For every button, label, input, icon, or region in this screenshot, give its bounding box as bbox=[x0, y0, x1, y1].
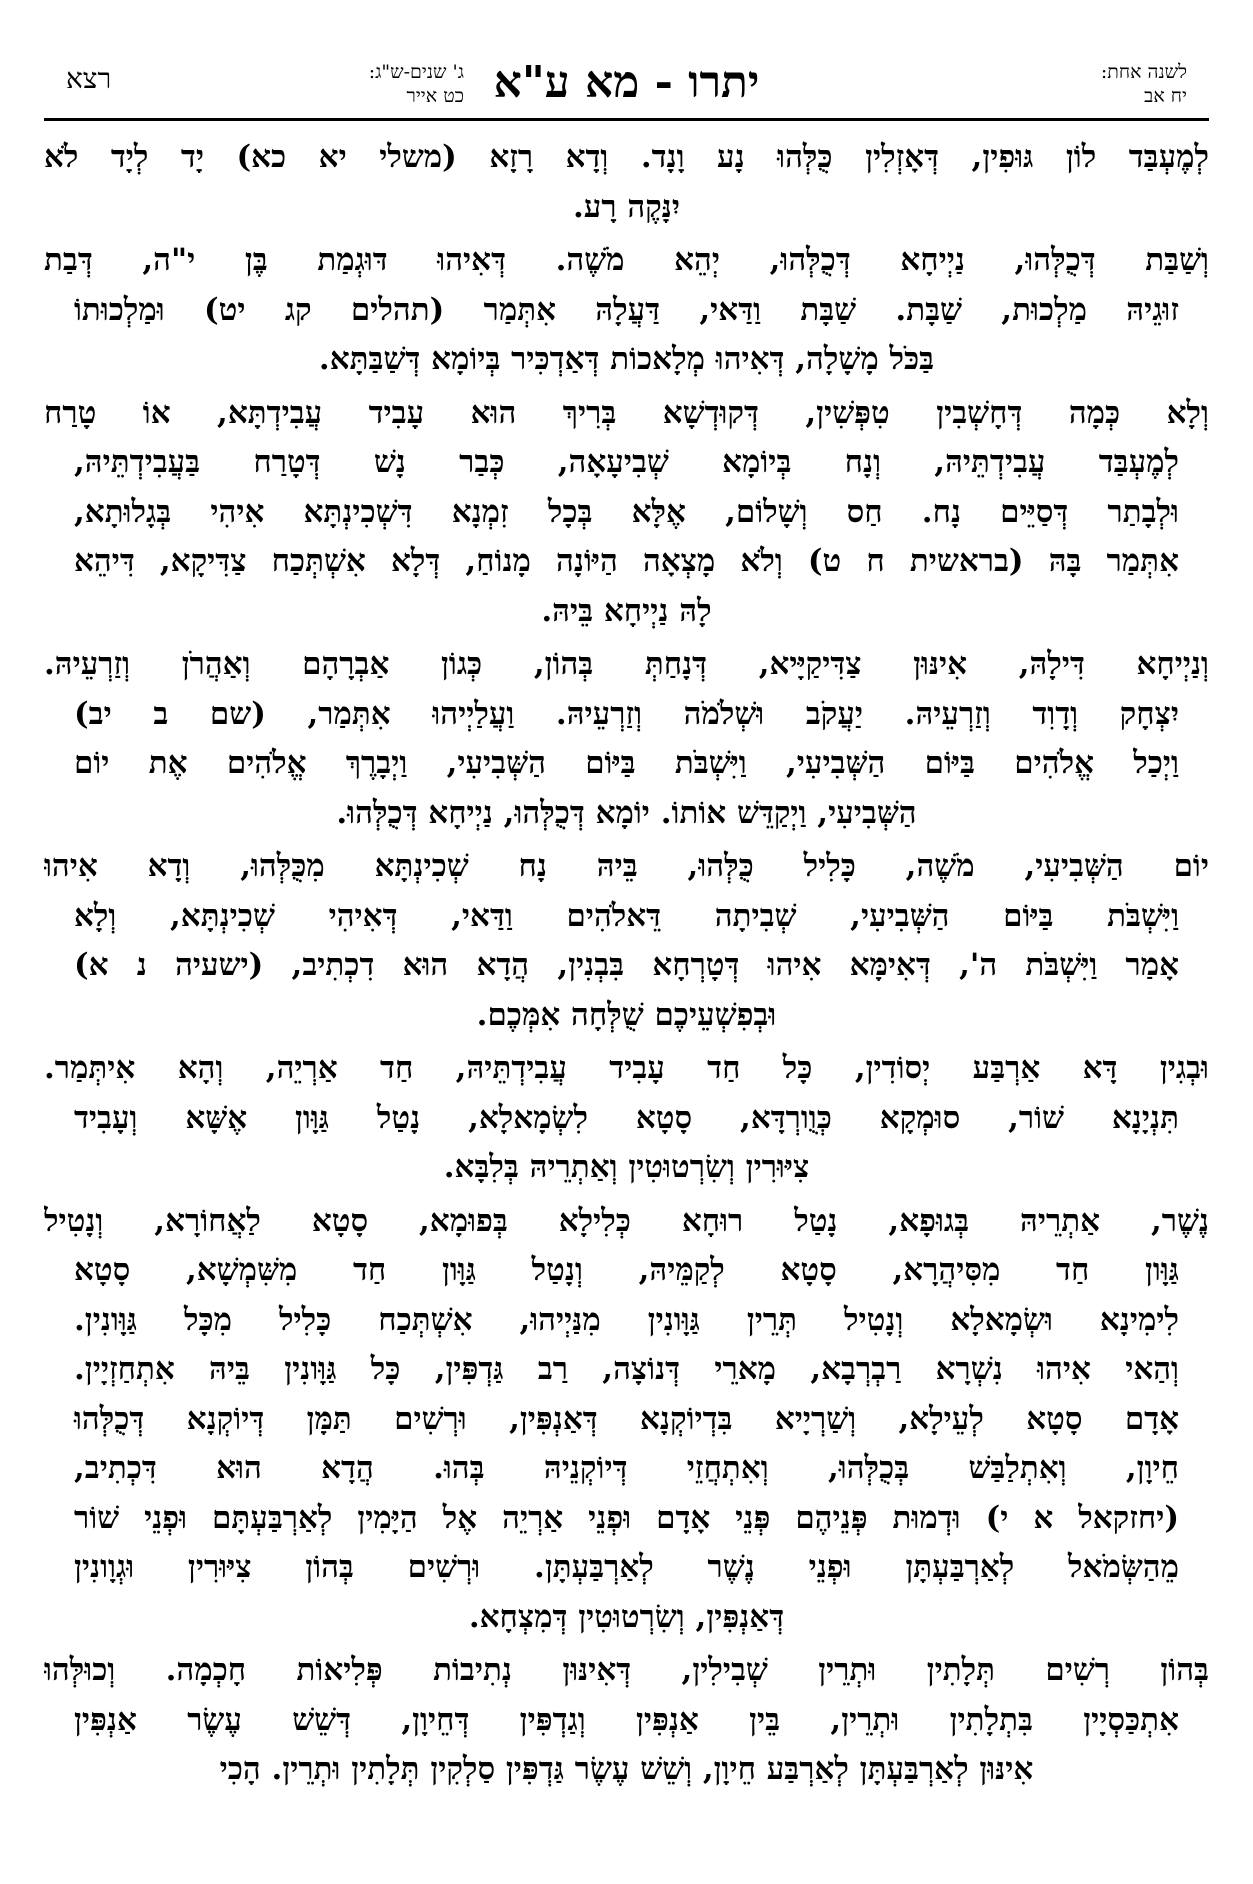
paragraph bbox=[44, 842, 1209, 1040]
text-line: לְמֶעְבַּד עֲבִידְתֵּיהּ, וְנָח בְּיוֹמָא שְׁבִיעָאָה, כְּבַר נָשׁ דְּטָרַח בַּעֲבִידְתֵּיהּ, bbox=[74, 444, 1179, 480]
three-year-date: כט אייר bbox=[406, 85, 464, 107]
one-year-label: לשנה אחת: bbox=[1100, 61, 1187, 83]
text-line: וְהַאי אִיהוּ נִשְׁרָא רַבְרְבָא, מָארֵי דְּנוֹצָה, רַב גַּדְפִּין, כָּל גַּוָּונִין בֵּיהּ אִתְחַזְיָין. bbox=[74, 1351, 1179, 1387]
page-header bbox=[44, 52, 1209, 114]
text-line: יִנָּקֶה רָע. bbox=[573, 188, 680, 225]
text-line: וְשַׁבַּת דְּכֻלְּהוּ, נַיְיחָא דְּכֻלְּהוּ, יְהֵא מֹשֶׁה. דְּאִיהוּ דּוּגְמַת בֶּן י"ה, דְּבַת bbox=[44, 242, 1209, 278]
paragraph bbox=[44, 640, 1209, 838]
page-number: רצא bbox=[66, 62, 112, 95]
text-line: נֶשֶׁר, אַתְרֵיהּ בְּגוּפָא, נָטַל רוּחָא כְּלִילָא בְּפוּמָא, סָטָא לַאֲחוֹרָא, וְנָטִיל bbox=[44, 1202, 1209, 1239]
page-title: יתרו - מא ע"א bbox=[493, 57, 760, 108]
text-line: וַיְכַל אֱלֹהִים בַּיּוֹם הַשְּׁבִיעִי, וַיִּשְׁבֹּת בַּיּוֹם הַשְּׁבִיעִי, וַיְבָרֶךְ אֱלֹהִים אֶת יוֹם bbox=[74, 745, 1179, 781]
text-line: דְּאַנְפִּין, וְשִׂרְטוּטִין דְּמִצְחָא. bbox=[468, 1598, 785, 1635]
paragraph bbox=[44, 1646, 1209, 1795]
text-line: לִימִינָא וּשְׂמָאלָא וְנָטִיל תְּרֵין גַּוָּונִין מִנַּיְיהוּ, אִשְׁתְּכַח כָּלִיל מִכָּל גַּוָּונִין. bbox=[74, 1301, 1179, 1338]
paragraph bbox=[44, 389, 1209, 637]
paragraph bbox=[44, 236, 1209, 385]
text-line: אָדָם סָטָא לְעֵילָא, וְשַׁרְיָיא בִּדְיוֹקְנָא דְּאַנְפִּין, וּרְשִׁים תַּמָּן דְּיוֹקְנָא דְּכֻלְּהוּ bbox=[74, 1400, 1179, 1437]
text-line: צִיּוּרִין וְשִׂרְטוּטִין וְאַתְרֵיהּ בְּלִבָּא. bbox=[443, 1149, 810, 1185]
one-year-date: יח אב bbox=[1144, 85, 1187, 107]
text-line: בַּכֹּל מָשָׁלָה, דְּאִיהוּ מְלָאכוֹת דְּאַדְכִּיר בְּיוֹמָא דְּשַׁבַּתָּא. bbox=[318, 341, 935, 377]
text-body bbox=[44, 133, 1209, 1795]
text-line: וּבְגִין דָּא אַרְבַּע יְסוֹדִין, כָּל חַד עָבִיד עֲבִידְתֵּיהּ, חַד אַרְיֵה, וְהָא אִיתְּמַר. bbox=[44, 1050, 1209, 1086]
text-line: לְמֶעְבַּד לוֹן גּוּפִין, דְּאָזְלִין כֻּלְּהוּ נָע וָנָד. וְדָא רָזָא (משלי יא כא) יָד לְיָד לֹא bbox=[44, 139, 1209, 175]
text-line: אָמַר וַיִּשְׁבֹּת ה', דְּאִימָּא אִיהוּ דְּטָרְחָא בִּבְנִין, הֲדָא הוּא דִכְתִיב, (ישעיה נ א) bbox=[74, 947, 1179, 983]
paragraph bbox=[44, 1197, 1209, 1643]
three-year-label: ג' שנים-ש"ג: bbox=[368, 61, 464, 83]
text-line: וּבְפִשְׁעֵיכֶם שֻׁלְּחָה אִמְּכֶם. bbox=[476, 996, 777, 1033]
text-line: וּלְבָתַר דְּסַיֵּים נָח. חַס וְשָׁלוֹם, אֶלָּא בְּכָל זִמְנָא דִּשְׁכִינְתָּא אִיהִי בְּגָלוּתָא, bbox=[74, 493, 1179, 530]
text-line: תִּנְיָנָא שׁוֹר, סוּמְקָא כְּוֻורְדָּא, סָטָא לִשְׂמָאלָא, נָטַל גַּוָּון אֶשָּׁא וְעָבִיד bbox=[74, 1099, 1179, 1136]
text-line: אִתְּמַר בָּהּ (בראשית ח ט) וְלֹא מָצְאָה הַיּוֹנָה מָנוֹחַ, דְּלָא אִשְׁתְּכַח צַדִּיקָא, דִּיהֵא bbox=[74, 543, 1179, 579]
text-line: וַיִּשְׁבֹּת בַּיּוֹם הַשְּׁבִיעִי, שְׁבִיתָה דֵּאלֹהִים וַדַּאי, דְּאִיהִי שְׁכִינְתָּא, וְלָא bbox=[74, 897, 1179, 934]
text-line: מֵהַשְּׂמֹאל לְאַרְבַּעְתָּן וּפְנֵי נֶשֶׁר לְאַרְבַּעְתָּן. וּרְשִׁים בְּהוֹן צִיּוּרִין וּגְוָונִין bbox=[74, 1549, 1179, 1585]
text-line: לָהּ נַיְיחָא בֵּיהּ. bbox=[541, 592, 712, 629]
text-line: הַשְּׁבִיעִי, וַיְקַדֵּשׁ אוֹתוֹ. יוֹמָא דְּכֻלְּהוּ, נַיְיחָא דְּכֻלְּהוּ. bbox=[336, 794, 917, 831]
text-line: וְנַיְיחָא דִּילָהּ, אִינּוּן צַדִּיקַיָּיא, דְּנָחַתְּ בְּהוֹן, כְּגוֹן אַבְרָהָם וְאַהֲרֹן וְזַרְעֵיהּ. bbox=[44, 646, 1209, 682]
header-rule bbox=[44, 118, 1209, 121]
text-line: אִתְכַּסְיָין בִּתְלָתִין וּתְרֵין, בֵּין אַנְפִּין וְגַדְפִּין דְּחֵיוָן, דְּשֵׁשׁ עֶשֶׂר אַנְפִּין bbox=[74, 1701, 1179, 1738]
text-line: וְלָא כְּמָה דְּחָשְׁבִין טִפְּשִׁין, דְּקוּדְשָׁא בְּרִיךְ הוּא עָבִיד עֲבִידְתָּא, אוֹ טָרַח bbox=[44, 394, 1209, 431]
text-line: יוֹם הַשְּׁבִיעִי, מֹשֶׁה, כָּלִיל כֻּלְּהוּ, בֵּיהּ נָח שְׁכִינְתָּא מִכֻּלְּהוּ, וְדָא אִיהוּ bbox=[44, 848, 1209, 884]
text-line: גַּוָּון חַד מִסִּיהֲרָא, סָטָא לְקַמֵּיהּ, וְנָטַל גַּוָּון חַד מִשִּׁמְשָׁא, סָטָא bbox=[74, 1252, 1179, 1288]
text-line: חֵיוָן, וְאִתְלַבַּשׁ בְּכֻלְּהוּ, וְאִתְחֲזֵי דְּיוֹקְנֵיהּ בְּהוּ. הֲדָא הוּא דִּכְתִיב, bbox=[74, 1450, 1179, 1486]
text-line: בְּהוֹן רְשִׁים תְּלָתִין וּתְרֵין שְׁבִילִין, דְּאִינּוּן נְתִיבוֹת פְּלִיאוֹת חָכְמָה. וְכוּלְּהוּ bbox=[44, 1652, 1209, 1688]
three-year-schedule bbox=[274, 60, 464, 108]
text-line: אִינּוּן לְאַרְבַּעְתָּן לְאַרְבַּע חֵיוָן, וְשֵׁשׁ עֶשֶׂר גַּדְפִּין סַלְקִין תְּלָתִין וּתְרֵין. הָכִי bbox=[219, 1751, 1034, 1787]
paragraph bbox=[44, 133, 1209, 232]
text-line: זוּגֵיהּ מַלְכוּת, שַׁבָּת. שַׁבָּת וַדַּאי, דַּעֲלָהּ אִתְּמַר (תהלים קג יט) וּמַלְכוּתוֹ bbox=[74, 291, 1179, 328]
text-line: יִצְחָק וְדָוִד וְזַרְעֵיהּ. יַעֲקֹב וּשְׁלֹמֹה וְזַרְעֵיהּ. וַעֲלַיְיהוּ אִתְּמַר, (שם ב יב) bbox=[74, 695, 1179, 732]
paragraph bbox=[44, 1044, 1209, 1193]
text-line: (יחזקאל א י) וּדְמוּת פְּנֵיהֶם פְּנֵי אָדָם וּפְנֵי אַרְיֵה אֶל הַיָּמִין לְאַרְבַּעְתָּם וּפְנֵי שׁוֹר bbox=[74, 1499, 1179, 1536]
